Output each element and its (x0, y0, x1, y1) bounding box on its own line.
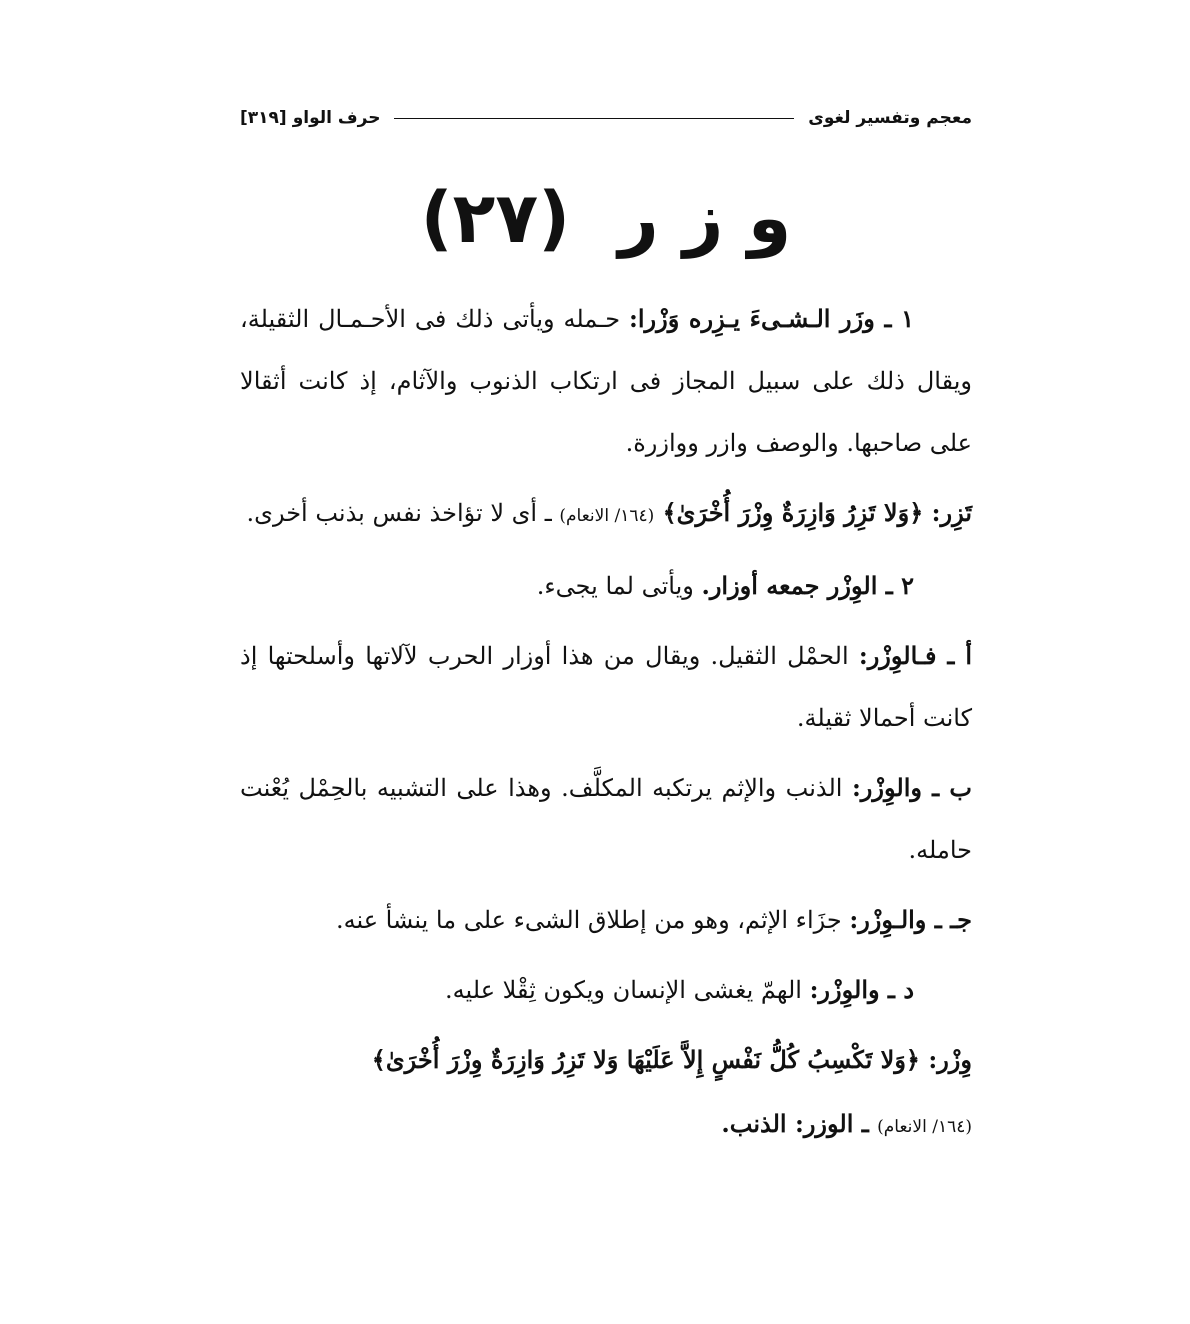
paragraph-lead: جـ ـ والـوِزْر: (849, 905, 972, 934)
paragraph-4 (240, 625, 972, 749)
entry-number: (٢٧) (420, 177, 571, 259)
paragraph-8 (240, 1029, 972, 1091)
paragraph-2 (240, 482, 972, 547)
paragraph-text: ـ أى لا تؤاخذ نفس بذنب أخرى. (246, 499, 560, 527)
running-header (240, 100, 972, 136)
document-page (240, 100, 972, 1166)
header-section-group (240, 108, 380, 128)
entry-root: و ز ر (618, 177, 792, 259)
paragraph-lead: وِزْر: (928, 1045, 972, 1074)
paragraph-text: الهمّ يغشى الإنسان ويكون ثِقْلا عليه. (445, 976, 810, 1004)
paragraph-text: حـمله ويأتى ذلك فى الأحـمـال الثقيلة، ويقال ذلك على سبيل المجاز فى ارتكاب الذنوب والآثام، إذ كانت أثقالا على صاحبها. والوصف وازر ووازرة. (240, 305, 972, 457)
paragraph-lead: ١ ـ وزَر الـشـىءَ يـزِره وَزْرا: (629, 304, 915, 333)
paragraph-text: الحمْل الثقيل. ويقال من هذا أوزار الحرب لآلاتها وأسلحتها إذ كانت أحمالا ثقيلة. (240, 642, 972, 732)
paragraph-9 (240, 1093, 972, 1158)
paragraph-3 (240, 555, 972, 617)
book-title: معجم وتفسير لغوى (808, 108, 972, 128)
paragraph-text: ويأتى لما يجىء. (536, 572, 702, 600)
paragraph-lead: ٢ ـ الوِزْر جمعه أوزار. (701, 571, 914, 600)
paragraph-6 (240, 889, 972, 951)
paragraph-lead: تَزِر: (931, 498, 972, 527)
header-rule (394, 118, 794, 119)
section-name: حرف الواو (292, 108, 381, 128)
verse-reference: (١٦٤/ الانعام) (559, 506, 655, 526)
paragraph-text: ـ الوزر: الذنب. (721, 1109, 878, 1138)
paragraph-lead: د ـ والوِزْر: (809, 975, 914, 1004)
paragraph-5 (240, 757, 972, 881)
entry-title (240, 176, 972, 260)
paragraph-1 (240, 288, 972, 474)
verse-reference: (١٦٤/ الانعام) (877, 1117, 972, 1137)
quran-verse: ﴿وَلا تَكْسِبُ كُلُّ نَفْسٍ إِلاَّ عَلَيْهَا وَلا تَزِرُ وَازِرَةٌ وِزْرَ أُخْرَىٰ﴾ (371, 1045, 929, 1074)
quran-verse: ﴿وَلا تَزِرُ وَازِرَةٌ وِزْرَ أُخْرَىٰ﴾ (654, 498, 932, 527)
paragraph-text: الذنب والإثم يرتكبه المكلَّف. وهذا على التشبيه بالحِمْل يُعْنت حامله. (240, 774, 972, 864)
paragraph-lead: ب ـ والوِزْر: (851, 773, 972, 802)
paragraph-lead: أ ـ فـالوِزْر: (858, 641, 972, 670)
paragraph-text: جزَاء الإثم، وهو من إطلاق الشىء على ما ينشأ عنه. (335, 906, 850, 934)
paragraph-7 (240, 959, 972, 1021)
page-number: [٣١٩] (240, 108, 287, 128)
